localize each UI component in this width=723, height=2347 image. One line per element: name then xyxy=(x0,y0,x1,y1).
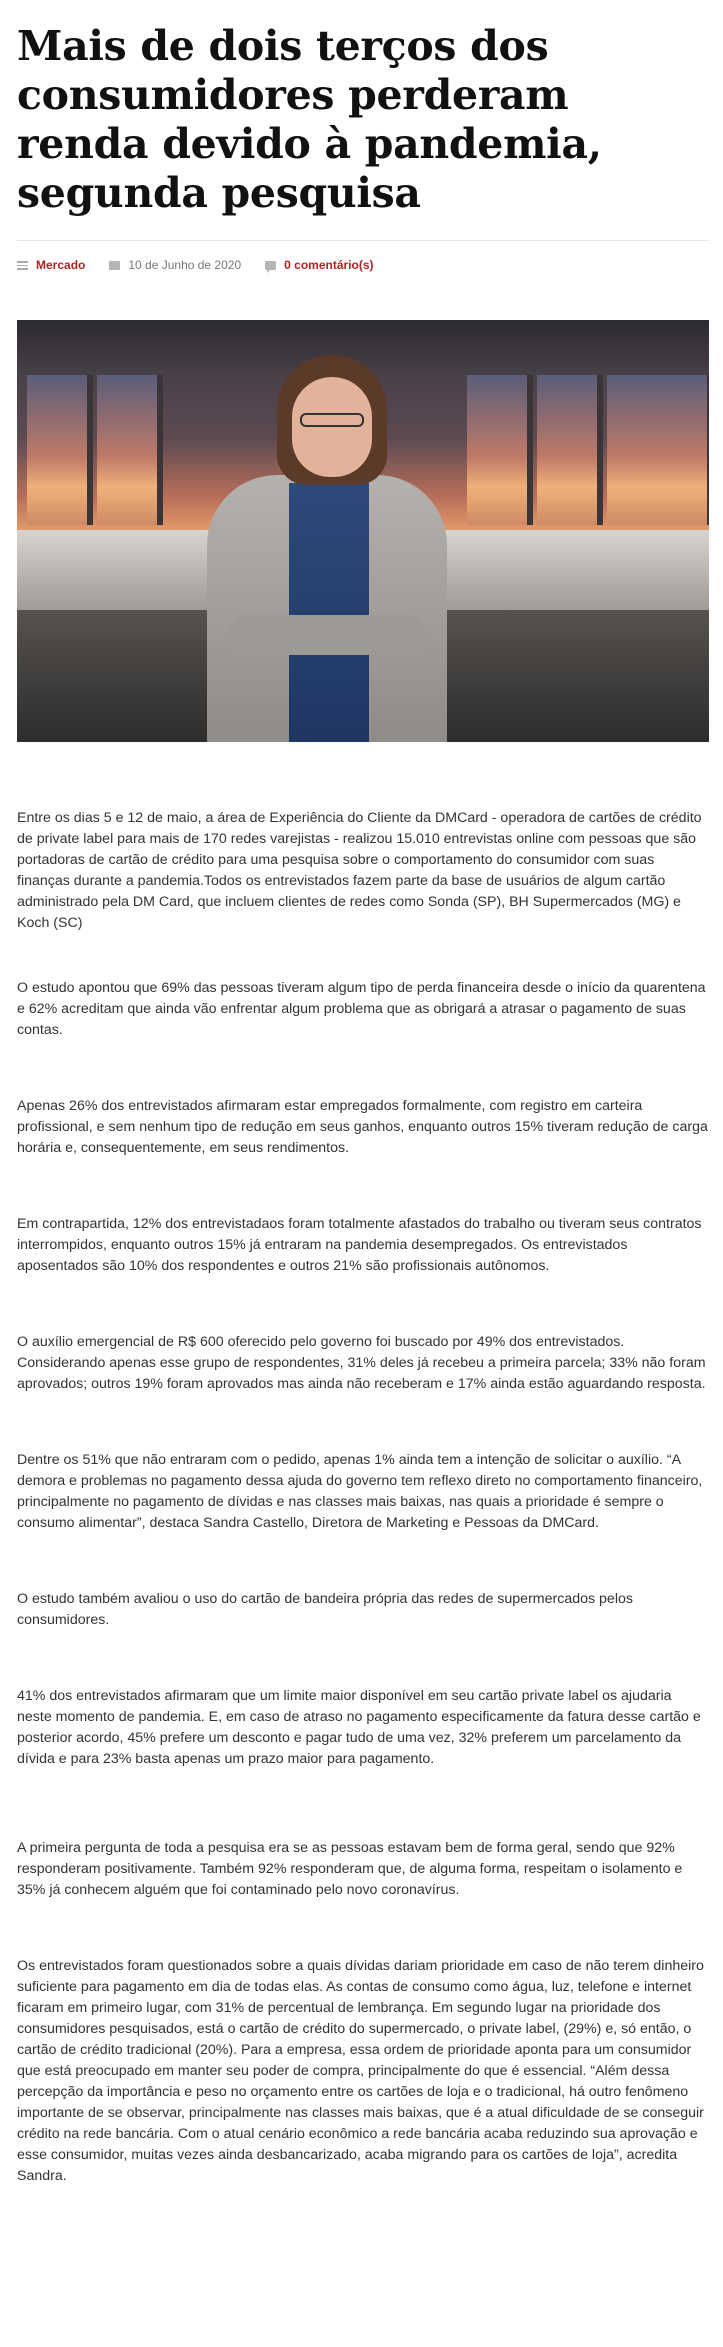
category-icon xyxy=(17,261,28,270)
person-photo xyxy=(197,355,457,742)
comments-link[interactable]: 0 comentário(s) xyxy=(284,258,374,272)
paragraph: Dentre os 51% que não entraram com o pedido, apenas 1% ainda tem a intenção de solicitar o auxílio. “A demora e problemas no pagamento dessa ajuda do governo tem reflexo direto no comportamento financeiro, principalmente no pagamento de dívidas e nas classes mais baixas, nas quais a prioridade é sempre o consumo alimentar”, destaca Sandra Castello, Diretora de Marketing e Pessoas da DMCard. xyxy=(17,1452,703,1531)
meta-category[interactable] xyxy=(17,258,85,272)
article-meta xyxy=(17,240,709,275)
paragraph: Os entrevistados foram questionados sobre a quais dívidas dariam prioridade em caso de não terem dinheiro suficiente para pagamento em dia de todas elas. As contas de consumo como água, luz, telefone e internet ficaram em primeiro lugar, com 31% de percentual de lembrança. Em segundo lugar na prioridade dos consumidores pesquisados, está o cartão de crédito do supermercado, o private label, (29%) e, só então, o cartão de crédito tradicional (20%). Para a empresa, essa ordem de prioridade aponta para um consumidor que está preocupado em manter seu poder de compra, principalmente do que é essencial. “Além dessa percepção da importância e peso no orçamento entre os cartões de loja e o tradicional, há outro fenômeno importante de se observar, principalmente nas classes mais baixas, que é a atual dificuldade de se conseguir crédito na rede bancária. Com o atual cenário econômico a rede bancária acaba reduzindo sua aprovação e esse consumidor, muitas vezes ainda desbancarizado, acaba migrando para os cartões de loja”, acredita Sandra. xyxy=(17,1958,704,2184)
paragraph: Apenas 26% dos entrevistados afirmaram estar empregados formalmente, com registro em carteira profissional, e sem nenhum tipo de redução em seus ganhos, enquanto outros 15% tiveram redução de carga horária e, consequentemente, em seus rendimentos. xyxy=(17,1098,708,1156)
article-hero-image xyxy=(17,320,709,742)
category-link[interactable]: Mercado xyxy=(36,258,86,272)
article-title: Mais de dois terços dos consumidores perderam renda devido à pandemia, segunda pesquisa xyxy=(17,22,602,217)
article xyxy=(17,0,709,2184)
paragraph: O estudo apontou que 69% das pessoas tiveram algum tipo de perda financeira desde o início da quarentena e 62% acreditam que ainda vão enfrentar algum problema que as obrigará a atrasar o pagamento de suas contas. xyxy=(17,980,706,1038)
paragraph: O estudo também avaliou o uso do cartão de bandeira própria das redes de supermercados pelos consumidores. xyxy=(17,1591,633,1628)
paragraph: 41% dos entrevistados afirmaram que um limite maior disponível em seu cartão private label os ajudaria neste momento de pandemia. E, em caso de atraso no pagamento especificamente da fatura desse cartão e posterior acordo, 45% prefere um desconto e pagar tudo de uma vez, 32% preferem um parcelamento da dívida e para 23% basta apenas um prazo maior para pagamento. xyxy=(17,1688,701,1767)
article-body xyxy=(17,808,709,2187)
paragraph: A primeira pergunta de toda a pesquisa era se as pessoas estavam bem de forma geral, sendo que 92% responderam positivamente. Também 92% responderam que, de alguma forma, respeitam o isolamento e 35% já conhecem alguém que foi contaminado pelo novo coronavírus. xyxy=(17,1840,683,1898)
publish-date: 10 de Junho de 2020 xyxy=(128,258,242,272)
comment-icon xyxy=(265,261,276,270)
paragraph: Entre os dias 5 e 12 de maio, a área de Experiência do Cliente da DMCard - operadora de cartões de crédito de private label para mais de 170 redes varejistas - realizou 15.010 entrevistas online com pessoas que são portadoras de cartão de crédito para uma pesquisa sobre o comportamento do consumidor com suas finanças durante a pandemia.Todos os entrevistados fazem parte da base de usuários de algum cartão administrado pela DM Card, que incluem clientes de redes como Sonda (SP), BH Supermercados (MG) e Koch (SC) xyxy=(17,810,702,931)
paragraph: Em contrapartida, 12% dos entrevistadaos foram totalmente afastados do trabalho ou tiveram seus contratos interrompidos, enquanto outros 15% já entraram na pandemia desempregados. Os entrevistados aposentados são 10% dos respondentes e outros 21% são profissionais autônomos. xyxy=(17,1216,702,1274)
meta-date xyxy=(109,258,241,272)
calendar-icon xyxy=(109,261,120,270)
meta-comments[interactable] xyxy=(265,258,373,272)
paragraph: O auxílio emergencial de R$ 600 oferecido pelo governo foi buscado por 49% dos entrevistados. Considerando apenas esse grupo de respondentes, 31% deles já recebeu a primeira parcela; 33% não foram aprovados; outros 19% foram aprovados mas ainda não receberam e 17% ainda estão aguardando resposta. xyxy=(17,1334,706,1392)
